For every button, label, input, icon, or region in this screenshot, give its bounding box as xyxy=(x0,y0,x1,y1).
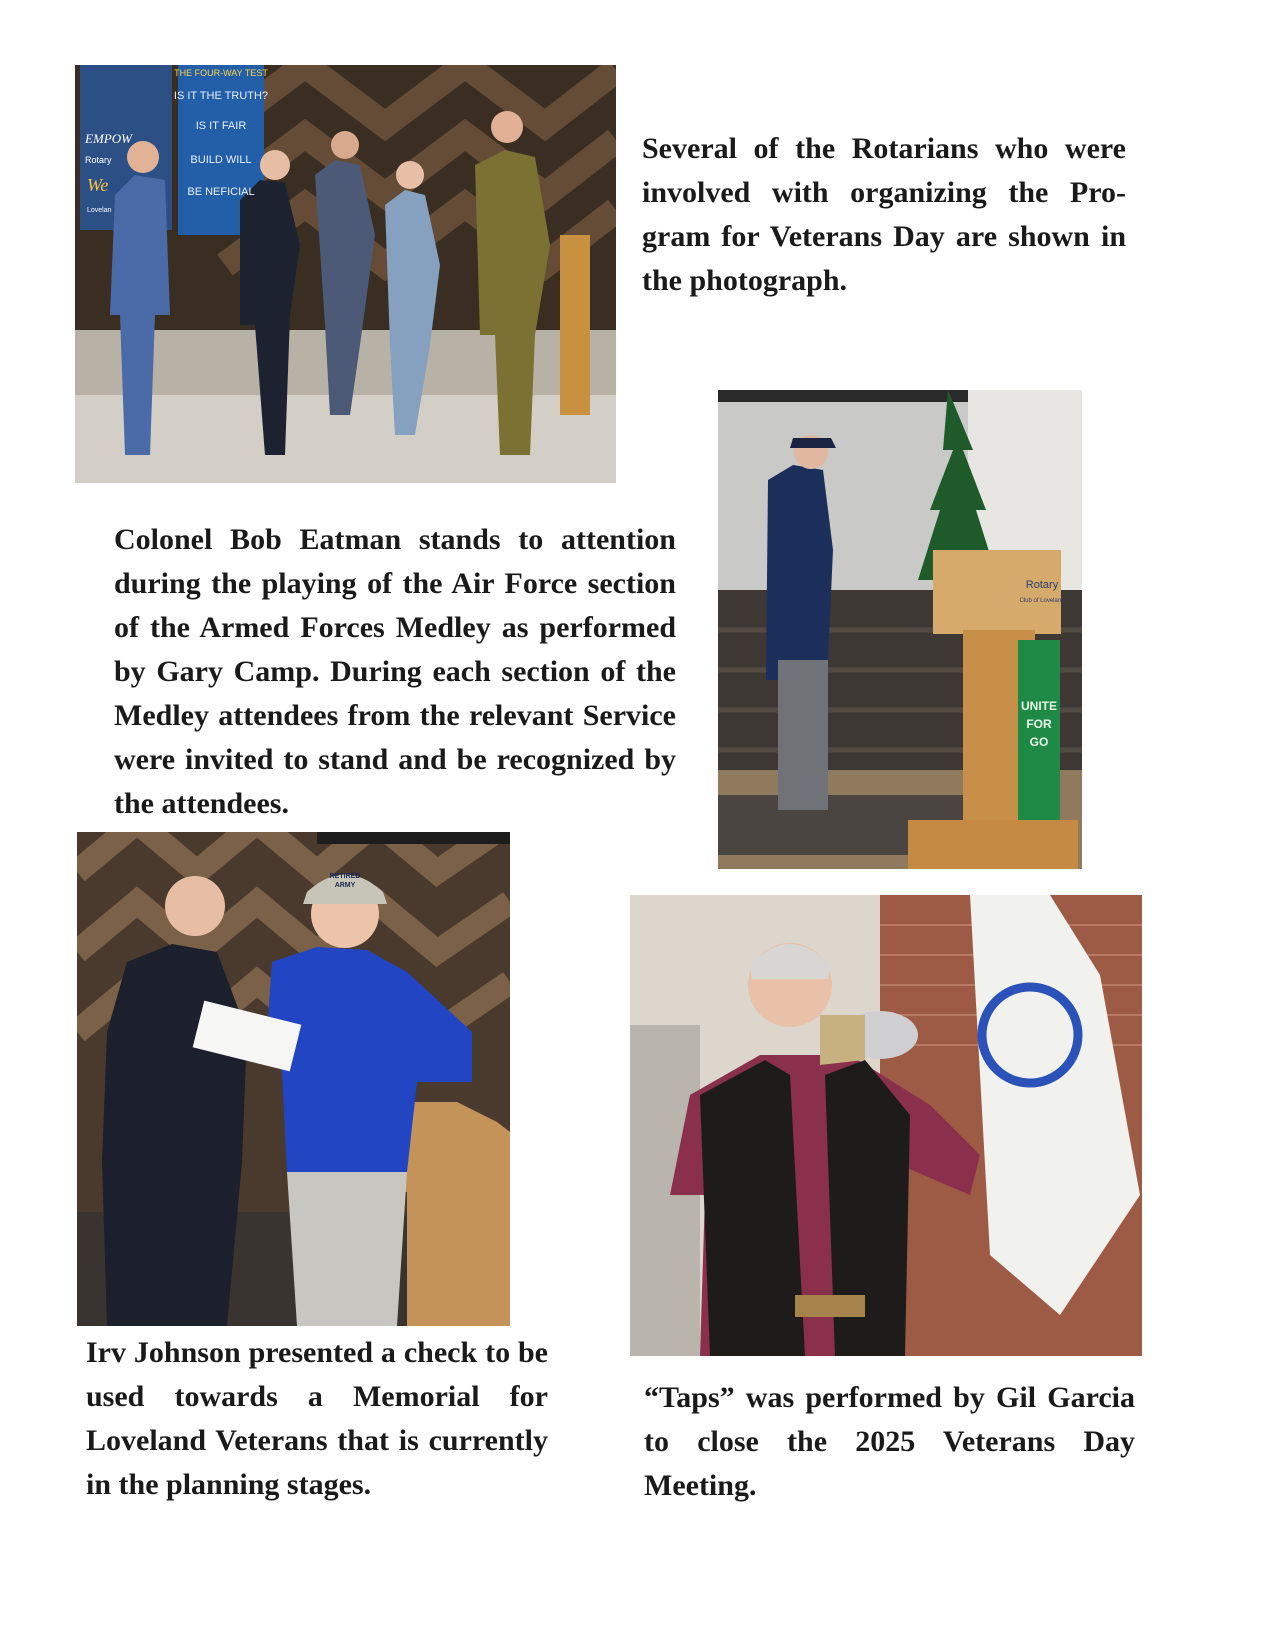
banner-line-text: BUILD WILL xyxy=(190,154,252,166)
cap-text: ARMY xyxy=(334,882,356,889)
podium-banner-text: UNITE xyxy=(1021,699,1057,713)
podium-sign-text: Rotary xyxy=(1025,579,1059,591)
banner-left-text: Lovelan xyxy=(87,207,112,214)
taps-photo xyxy=(630,895,1142,1356)
podium-sub-text: Club of Loveland xyxy=(1019,598,1065,604)
rotarians-caption: Several of the Rotarians who were involved with organizing the Program for Veterans Day are shown in the photograph. xyxy=(642,132,1126,297)
rotarians-photo xyxy=(75,65,616,483)
banner-heading-text: THE FOUR-WAY TEST xyxy=(174,68,268,78)
colonel-caption: Colonel Bob Eatman stands to attention during the playing of the Air Force section of the Armed Forces Medley as performed by Gary Camp. During each section of the Medley attendees from the relevant Service were invited to stand and be recognized by the attendees. xyxy=(114,523,676,820)
check-photo xyxy=(77,832,510,1326)
banner-line-text: BE NEFICIAL xyxy=(187,186,255,198)
banner-line-text: IS IT FAIR xyxy=(195,120,247,132)
colonel-photo xyxy=(718,390,1082,869)
check-caption: Irv Johnson presented a check to be used towards a Memorial for Loveland Veterans that is currently in the planning stages. xyxy=(86,1336,548,1501)
podium-banner-text: GO xyxy=(1029,735,1049,749)
banner-left-text: EMPOW xyxy=(85,131,132,146)
podium-banner-text: FOR xyxy=(1026,717,1052,731)
taps-caption: “Taps” was performed by Gil Garcia to close the 2025 Veterans Day Meeting. xyxy=(644,1381,1135,1502)
banner-line-text: IS IT THE TRUTH? xyxy=(173,90,269,102)
banner-left-text: We xyxy=(87,175,109,195)
banner-left-text: Rotary xyxy=(85,155,112,165)
cap-text: RETIRED xyxy=(329,873,361,880)
